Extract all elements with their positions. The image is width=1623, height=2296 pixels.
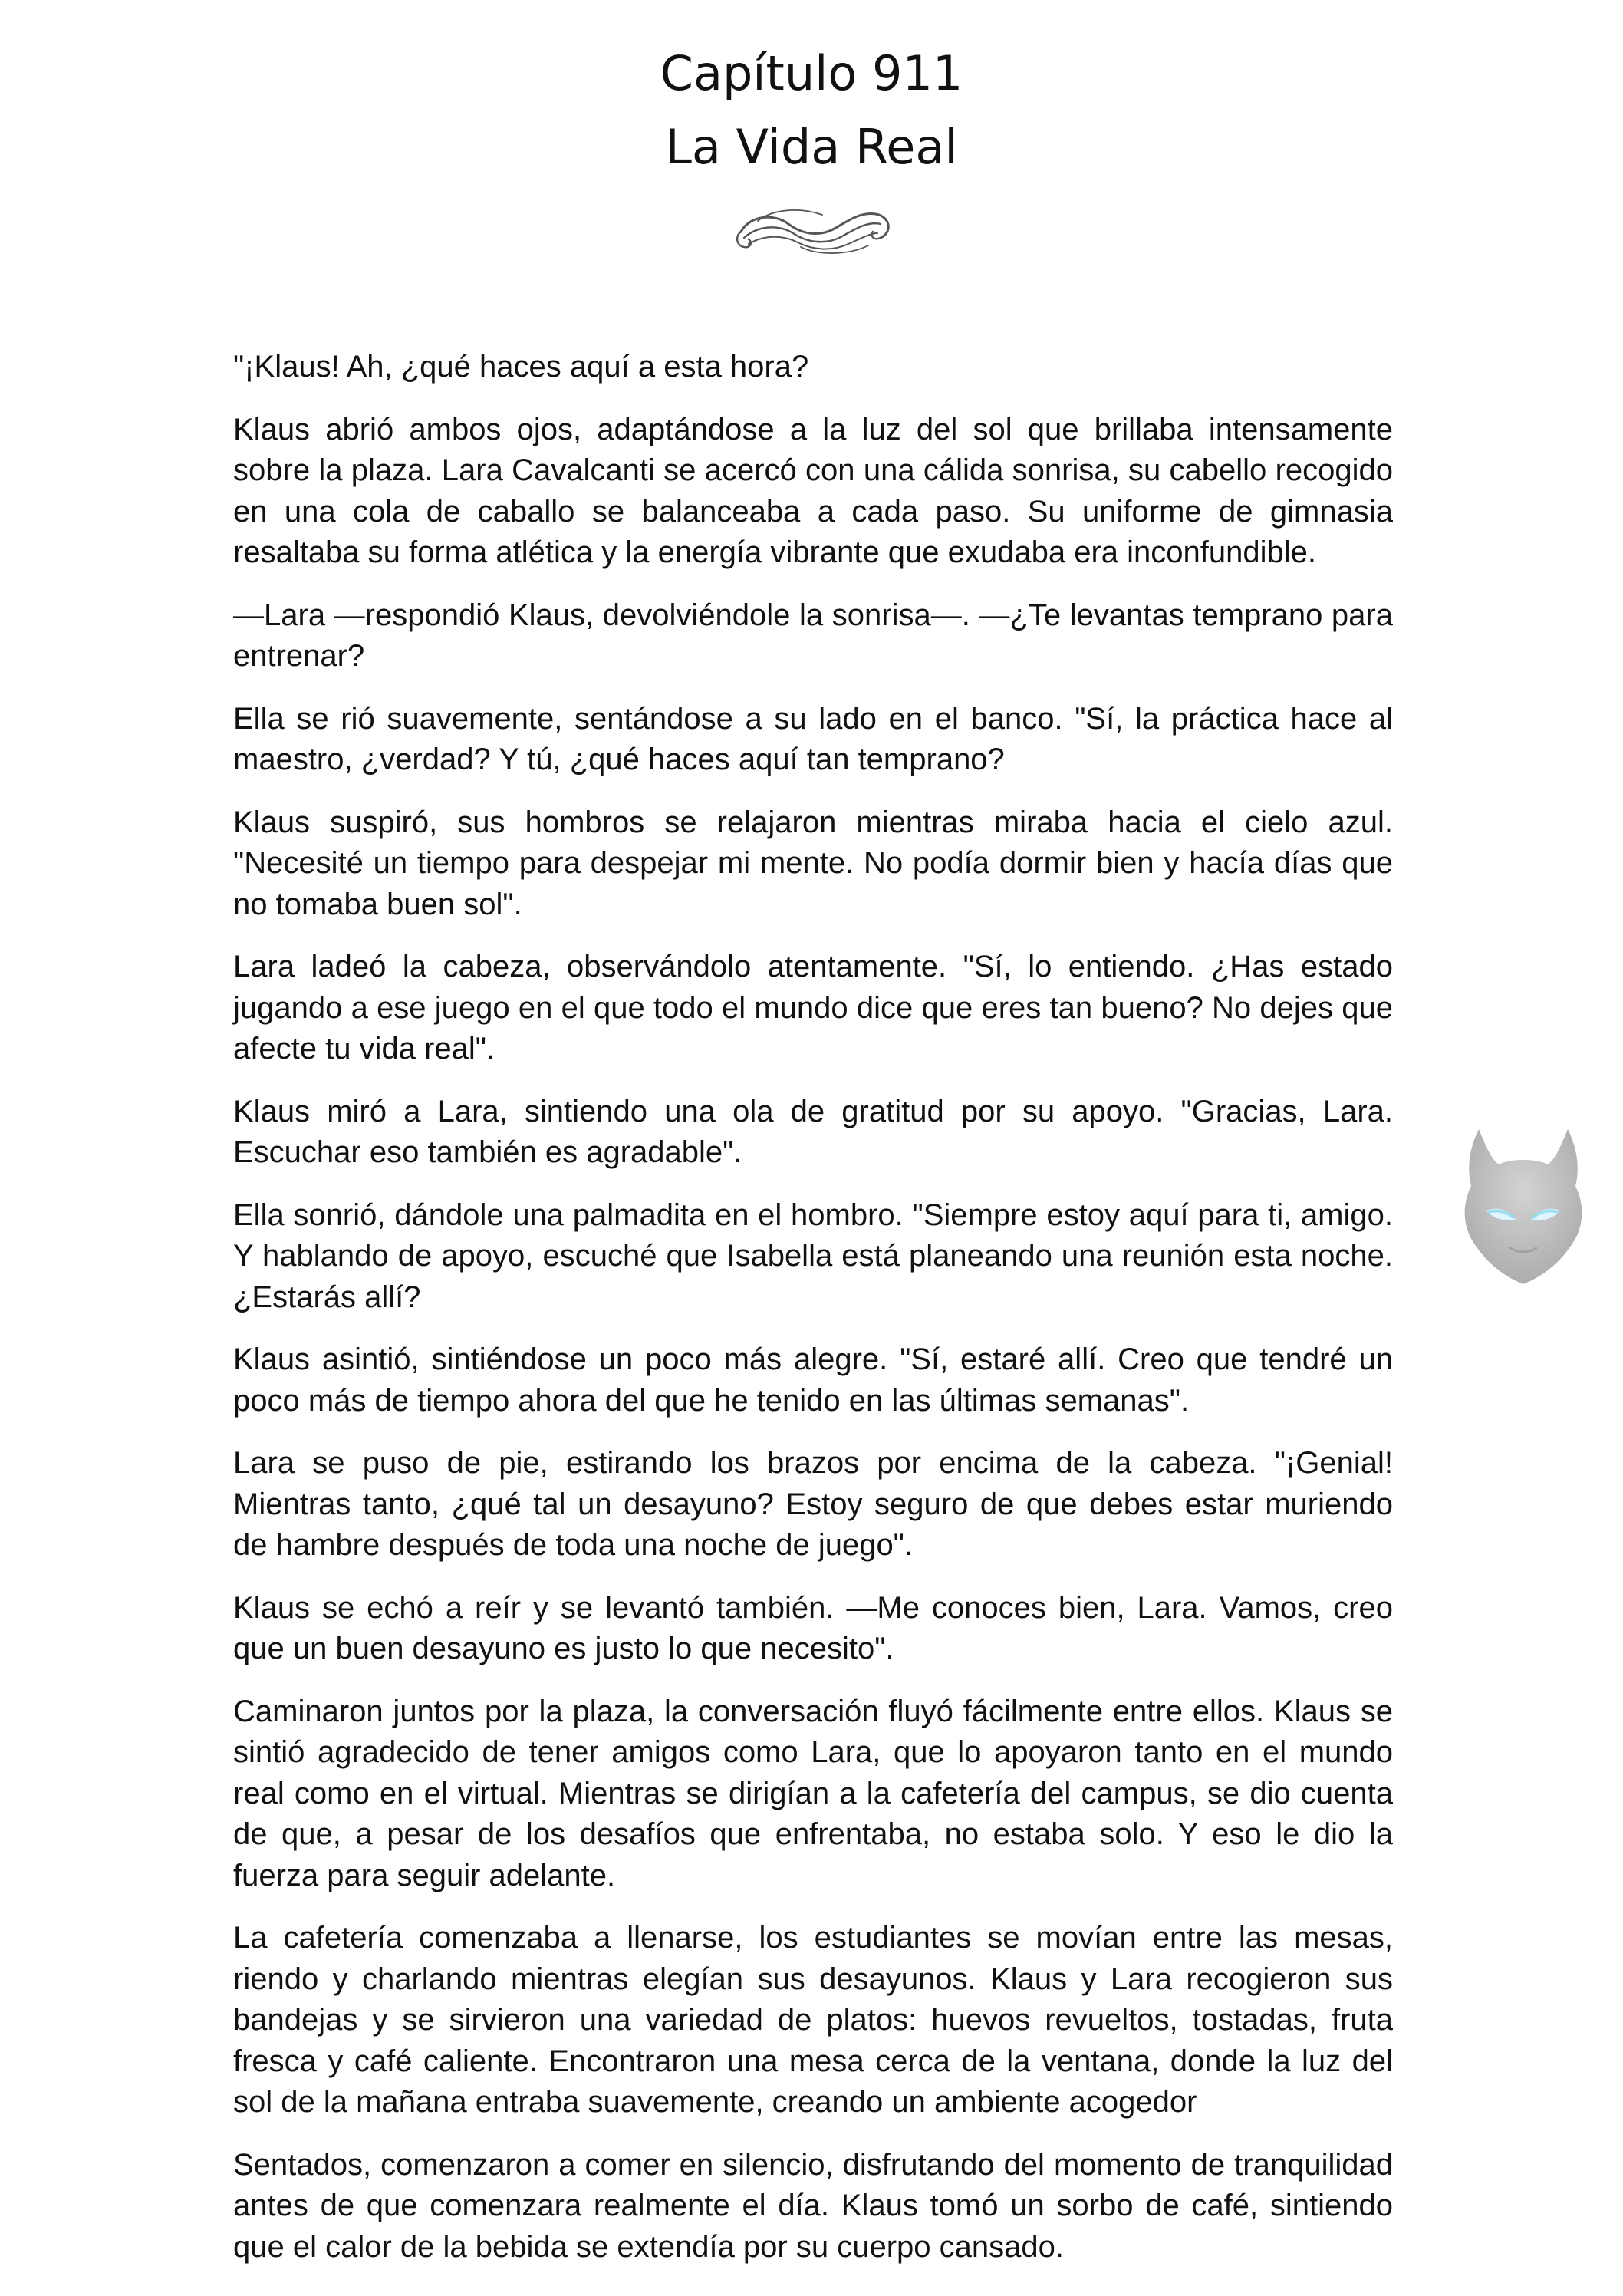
- paragraph: Lara se puso de pie, estirando los brazos por encima de la cabeza. "¡Genial! Mientras tanto, ¿qué tal un desayuno? Estoy seguro de que debes estar muriendo de hambre después de toda una noche de juego".: [233, 1446, 1393, 1562]
- paragraph: Ella se rió suavemente, sentándose a su lado en el banco. "Sí, la práctica hace al maestro, ¿verdad? Y tú, ¿qué haces aquí tan temprano?: [233, 701, 1393, 776]
- chapter-title: La Vida Real: [665, 119, 958, 175]
- paragraph: Klaus se echó a reír y se levantó también. —Me conoces bien, Lara. Vamos, creo que un buen desayuno es justo lo que necesito".: [233, 1590, 1393, 1665]
- paragraph: —Lara —respondió Klaus, devolviéndole la sonrisa—. —¿Te levantas temprano para entrenar?: [233, 598, 1393, 673]
- paragraph: Klaus abrió ambos ojos, adaptándose a la luz del sol que brillaba intensamente sobre la plaza. Lara Cavalcanti se acercó con una cálida sonrisa, su cabello recogido en una cola de caballo se balanceaba a cada paso. Su uniforme de gimnasia resaltaba su forma atlética y la energía vibrante que exudaba era inconfundible.: [233, 412, 1393, 569]
- paragraph: "¡Klaus! Ah, ¿qué haces aquí a esta hora?: [233, 350, 809, 384]
- chapter-number: Capítulo 911: [660, 45, 963, 101]
- paragraph: Klaus suspiró, sus hombros se relajaron mientras miraba hacia el cielo azul. "Necesité un tiempo para despejar mi mente. No podía dormir bien y hacía días que no tomaba buen sol".: [233, 805, 1393, 921]
- paragraph: Caminaron juntos por la plaza, la conversación fluyó fácilmente entre ellos. Klaus se sintió agradecido de tener amigos como Lara, que lo apoyaron tanto en el mundo real como en el virtual. Mientras se dirigían a la cafetería del campus, se dio cuenta de que, a pesar de los desafíos que enfrentaba, no estaba solo. Y eso le dio la fuerza para seguir adelante.: [233, 1694, 1393, 1892]
- demon-head-logo-icon: [1456, 1125, 1591, 1289]
- chapter-body: [233, 347, 1393, 2289]
- paragraph: Lara ladeó la cabeza, observándolo atentamente. "Sí, lo entiendo. ¿Has estado jugando a ese juego en el que todo el mundo dice que eres tan bueno? No dejes que afecte tu vida real".: [233, 950, 1393, 1066]
- flourish-divider-icon: [727, 198, 897, 261]
- paragraph: Klaus asintió, sintiéndose un poco más alegre. "Sí, estaré allí. Creo que tendré un poco más de tiempo ahora del que he tenido en las últimas semanas".: [233, 1342, 1393, 1418]
- paragraph: Sentados, comenzaron a comer en silencio, disfrutando del momento de tranquilidad antes de que comenzara realmente el día. Klaus tomó un sorbo de café, sintiendo que el calor de la bebida se extendía por su cuerpo cansado.: [233, 2147, 1393, 2264]
- chapter-header: [0, 37, 1623, 184]
- paragraph: Klaus miró a Lara, sintiendo una ola de gratitud por su apoyo. "Gracias, Lara. Escuchar eso también es agradable".: [233, 1094, 1393, 1169]
- paragraph: Ella sonrió, dándole una palmadita en el hombro. "Siempre estoy aquí para ti, amigo. Y hablando de apoyo, escuché que Isabella está planeando una reunión esta noche. ¿Estarás allí?: [233, 1197, 1393, 1314]
- paragraph: La cafetería comenzaba a llenarse, los estudiantes se movían entre las mesas, riendo y charlando mientras elegían sus desayunos. Klaus y Lara recogieron sus bandejas y se sirvieron una variedad de platos: huevos revueltos, tostadas, fruta fresca y café caliente. Encontraron una mesa cerca de la ventana, donde la luz del sol de la mañana entraba suavemente, creando un ambiente acogedor: [233, 1921, 1393, 2119]
